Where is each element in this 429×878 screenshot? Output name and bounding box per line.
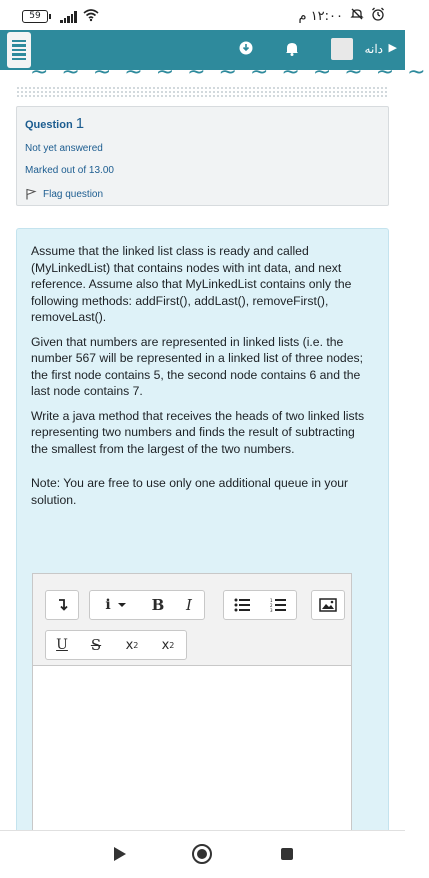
divider-strip	[16, 86, 389, 98]
mute-icon	[350, 7, 364, 25]
menu-icon[interactable]	[7, 32, 31, 68]
course-title-fragment: ~ ~ ~ ~ ~ ~ ~ ~ ~ ~ ~ ~ ~	[30, 60, 429, 85]
system-nav-bar	[0, 830, 405, 878]
question-paragraph: Given that numbers are represented in linked lists (i.e. the number 567 will be represented in a linked list of three nodes; the first node contains 5, the second node contains 6 and the last node contains 7.	[31, 334, 363, 398]
user-name[interactable]: دانه	[364, 42, 383, 56]
subscript-base: x	[125, 637, 134, 653]
editor-toolbar	[33, 574, 351, 666]
notification-bell-icon[interactable]	[284, 40, 300, 60]
subscript-button[interactable]	[114, 631, 150, 659]
clock-time: ١٢:٠٠ م	[298, 8, 343, 24]
user-avatar[interactable]	[331, 38, 353, 60]
toolbar-group-toggle	[45, 590, 79, 620]
superscript-mark: 2	[169, 640, 175, 650]
question-state: Not yet answered	[25, 143, 103, 154]
unordered-list-icon[interactable]	[224, 591, 260, 619]
battery-icon	[22, 10, 48, 23]
insert-image-icon[interactable]	[312, 591, 344, 619]
question-label: Question	[25, 119, 73, 131]
question-note: Note: You are free to use only one additional queue in your solution.	[31, 476, 349, 507]
question-grade: Marked out of 13.00	[25, 165, 114, 176]
home-icon[interactable]	[192, 844, 212, 864]
battery-level: 59	[29, 11, 41, 21]
strikethrough-button[interactable]: S	[90, 636, 102, 654]
flag-question-label[interactable]: Flag question	[43, 188, 104, 200]
bold-button[interactable]: B	[151, 596, 165, 614]
subscript-mark: 2	[133, 640, 139, 650]
answer-editor	[32, 573, 352, 849]
alarm-icon	[371, 7, 385, 25]
flag-question-link[interactable]	[25, 188, 380, 200]
messages-icon[interactable]	[238, 40, 254, 60]
recent-apps-icon[interactable]	[281, 848, 293, 860]
question-info-panel	[16, 106, 389, 206]
svg-text:1: 1	[270, 598, 273, 603]
back-icon[interactable]	[114, 847, 126, 861]
ordered-list-icon[interactable]	[260, 591, 296, 619]
question-text	[31, 243, 374, 508]
question-number	[25, 115, 380, 132]
toggle-toolbar-icon[interactable]	[46, 591, 78, 619]
status-right	[299, 7, 386, 25]
question-paragraph: Write a java method that receives the heads of two linked lists representing two numbers and finds the result of subtracting the smallest from the largest of the two numbers.	[31, 408, 365, 456]
status-bar	[0, 0, 405, 30]
caret-icon[interactable]: ▶	[388, 41, 397, 54]
superscript-base: x	[161, 637, 170, 653]
flag-icon	[25, 188, 37, 200]
paragraph-style-icon[interactable]	[90, 591, 142, 619]
question-number-value: 1	[75, 115, 85, 132]
wifi-icon	[83, 9, 99, 24]
svg-text:2: 2	[270, 603, 273, 608]
question-formulation	[16, 228, 389, 848]
superscript-button[interactable]	[150, 631, 186, 659]
course-title-clipped	[0, 60, 429, 85]
toolbar-group-format	[89, 590, 205, 620]
paragraph-style-label: i	[105, 597, 111, 613]
status-left	[22, 9, 99, 24]
question-paragraph: Assume that the linked list class is ready and called (MyLinkedList) that contains nodes with int data, and next reference. Assume also that MyLinkedList contains only the following methods: addFirst(), addLast(), removeFirst(), removeLast().	[31, 244, 352, 324]
toolbar-group-media	[311, 590, 345, 620]
italic-button[interactable]: I	[186, 596, 192, 614]
toolbar-group-text-style	[45, 630, 187, 660]
toolbar-group-lists	[223, 590, 297, 620]
underline-button[interactable]: U	[56, 637, 68, 653]
signal-icon	[60, 11, 77, 23]
answer-text-area[interactable]	[33, 666, 351, 850]
svg-text:3: 3	[270, 608, 273, 613]
